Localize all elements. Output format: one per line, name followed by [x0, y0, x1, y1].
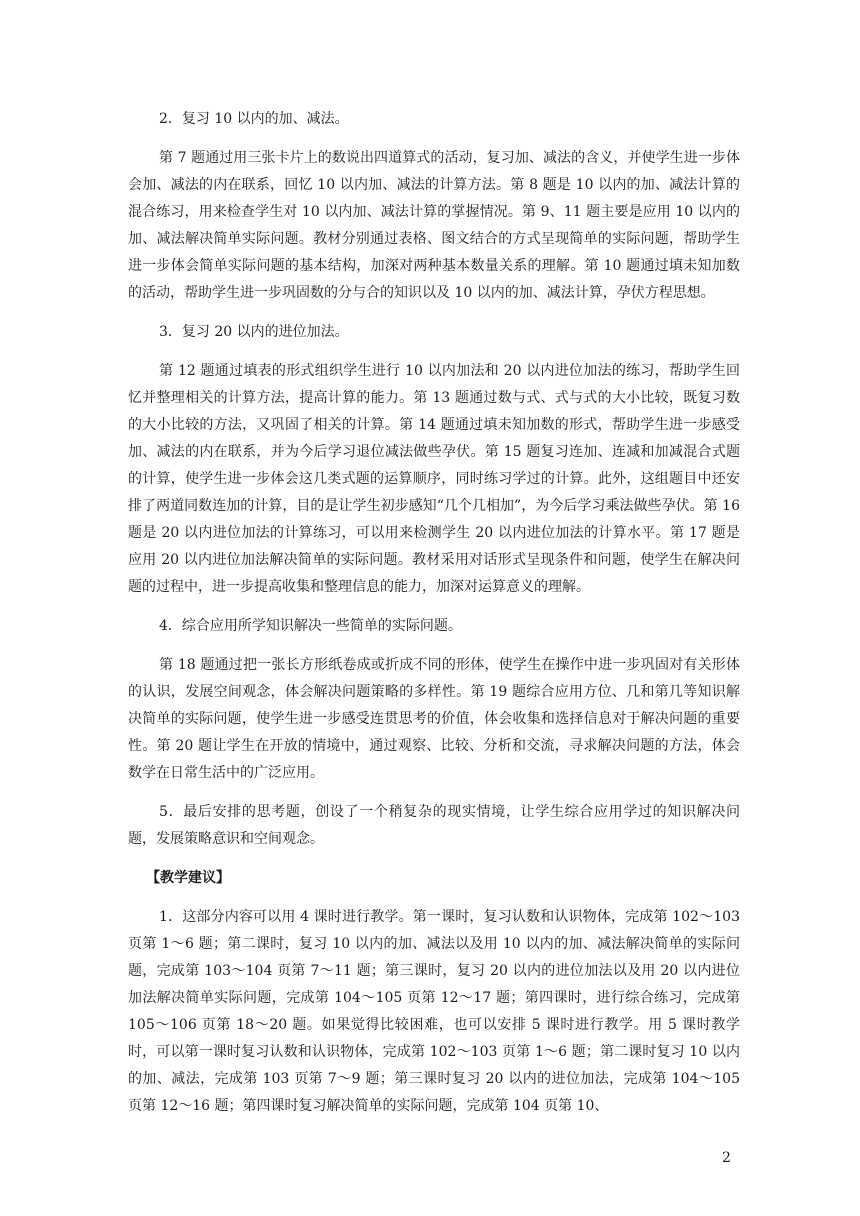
paragraph: 第 18 题通过把一张长方形纸卷成或折成不同的形体，使学生在操作中进一步巩固对有关形体的认识，发展空间观念，体会解决问题策略的多样性。第 19 题综合应用方位、几和第几等知识解决简单的实际问题，使学生进一步感受连贯思考的价值，体会收集和选择信息对于解决问题的重要性。第 20 题让学生在开放的情境中，通过观察、比较、分析和交流，寻求解决问题的方法，体会数学在日常生活中的广泛应用。 [128, 657, 740, 781]
paragraph: 第 12 题通过填表的形式组织学生进行 10 以内加法和 20 以内进位加法的练习，帮助学生回忆并整理相关的计算方法，提高计算的能力。第 13 题通过数与式、式与式的大小比较，既复习数的大小比较的方法，又巩固了相关的计算。第 14 题通过填未知加数的形式，帮助学生进一步感受加、减法的内在联系，并为今后学习退位减法做些孕伏。第 15 题复习连加、连减和加减混合式题的计算，使学生进一步体会这几类式题的运算顺序，同时练习学过的计算。此外，这组题目中还安排了两道同数连加的计算，目的是让学生初步感知“几个几相加”，为今后学习乘法做些孕伏。第 16 题是 20 以内进位加法的计算练习，可以用来检测学生 20 以内进位加法的计算水平。第 17 题是应用 20 以内进位加法解决简单的实际问题。教材采用对话形式呈现条件和问题，使学生在解决问题的过程中，进一步提高收集和整理信息的能力，加深对运算意义的理解。 [128, 363, 740, 595]
paragraph: 5．最后安排的思考题，创设了一个稍复杂的现实情境，让学生综合应用学过的知识解决问题，发展策略意识和空间观念。 [128, 804, 740, 847]
section-title-teaching-suggestions: 【教学建议】 [146, 870, 230, 886]
subheading-review-carry-addition-20: 3．复习 20 以内的进位加法。 [159, 324, 349, 340]
subheading-review-addition-subtraction-10: 2．复习 10 以内的加、减法。 [159, 111, 349, 127]
subheading-applied-problems: 4．综合应用所学知识解决一些简单的实际问题。 [159, 618, 462, 634]
paragraph: 第 7 题通过用三张卡片上的数说出四道算式的活动，复习加、减法的含义，并使学生进一步体会加、减法的内在联系，回忆 10 以内加、减法的计算方法。第 8 题是 10 以内的加、减法计算的混合练习，用来检查学生对 10 以内加、减法计算的掌握情况。第 9、11 题主要是应用 10 以内的加、减法解决简单实际问题。教材分别通过表格、图文结合的方式呈现简单的实际问题，帮助学生进一步体会简单实际问题的基本结构，加深对两种基本数量关系的理解。第 10 题通过填未知加数的活动，帮助学生进一步巩固数的分与合的知识以及 10 以内的加、减法计算，孕伏方程思想。 [128, 150, 740, 301]
document-body [128, 106, 740, 1132]
paragraph: 1．这部分内容可以用 4 课时进行教学。第一课时，复习认数和认识物体，完成第 102～103 页第 1～6 题；第二课时，复习 10 以内的加、减法以及用 10 以内的加、减法解决简单的实际问题，完成第 103～104 页第 7～11 题；第三课时，复习 20 以内的进位加法以及用 20 以内进位加法解决简单实际问题，完成第 104～105 页第 12～17 题；第四课时，进行综合练习，完成第 105～106 页第 18～20 题。如果觉得比较困难，也可以安排 5 课时进行教学。用 5 课时教学时，可以第一课时复习认数和认识物体，完成第 102～103 页第 1～6 题；第二课时复习 10 以内的加、减法，完成第 103 页第 7～9 题；第三课时复习 20 以内的进位加法，完成第 104～105 页第 12～16 题；第四课时复习解决简单的实际问题，完成第 104 页第 10、 [128, 909, 740, 1114]
page-number: 2 [722, 1150, 731, 1166]
